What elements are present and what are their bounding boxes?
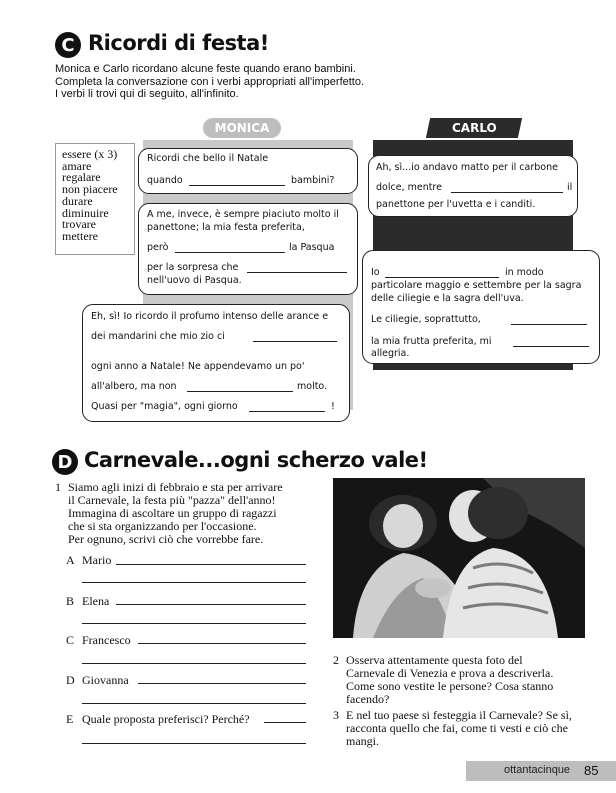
bubble-text: la Pasqua <box>289 242 335 253</box>
section-c-title: Ricordi di festa! <box>88 31 269 55</box>
bubble-text: dei mandarini che mio zio ci <box>91 331 225 342</box>
q1-line: Siamo agli inizi di febbraio e sta per arrivare <box>68 480 283 494</box>
verb-item: non piacere <box>62 182 118 197</box>
verb-item: trovare <box>62 217 96 232</box>
speech-bubble-carlo-2 <box>362 250 600 364</box>
verb-item: essere (x 3) <box>62 147 118 161</box>
bubble-text: all'albero, ma non <box>91 381 177 392</box>
bubble-text: Io <box>371 267 380 278</box>
answer-line-c-2[interactable] <box>82 663 306 664</box>
answer-line-d-1[interactable] <box>138 683 306 684</box>
monica-label: MONICA <box>203 118 281 138</box>
bubble-text: nell'uovo di Pasqua. <box>147 275 242 286</box>
bubble-text: delle ciliegie e la sagra dell'uva. <box>371 293 524 304</box>
answer-line-e-1[interactable] <box>264 722 306 723</box>
section-c-intro <box>55 63 435 101</box>
intro-line: Completa la conversazione con i verbi appropriati all'imperfetto. <box>55 75 365 88</box>
person-d-letter: D <box>66 673 75 687</box>
speech-bubble-monica-3 <box>82 304 350 422</box>
footer-page-number: 85 <box>584 763 599 778</box>
q2-line: Come sono vestite le persone? Cosa stanno <box>346 679 554 693</box>
speech-bubble-monica-2 <box>138 203 358 295</box>
section-c-letter: C <box>61 34 75 56</box>
person-e-letter: E <box>66 712 74 726</box>
carlo-label <box>426 118 522 138</box>
intro-line: I verbi li trovi qui di seguito, all'infinito. <box>55 88 239 100</box>
verb-item: amare <box>62 158 92 173</box>
q1-number: 1 <box>55 480 61 494</box>
bubble-text: panettone per l'uvetta e i canditi. <box>376 199 536 210</box>
answer-line-e-2[interactable] <box>82 743 306 744</box>
q1-line: il Carnevale, la festa più "pazza" dell'anno! <box>68 493 276 507</box>
carnival-photo <box>333 478 585 638</box>
footer-bar <box>466 761 616 781</box>
q3-text <box>346 709 606 748</box>
bubble-text: la mia frutta preferita, mi <box>371 336 492 347</box>
person-b-letter: B <box>66 594 75 608</box>
blank-line[interactable] <box>253 341 337 342</box>
blank-line[interactable] <box>385 277 499 278</box>
verb-box <box>55 143 135 255</box>
q1-text <box>68 481 328 546</box>
person-c-name: Francesco <box>82 633 131 647</box>
person-b-name: Elena <box>82 594 110 608</box>
q2-number: 2 <box>333 653 339 667</box>
bubble-text: per la sorpresa che <box>147 262 239 273</box>
person-a-letter: A <box>66 553 75 567</box>
blank-line[interactable] <box>187 391 293 392</box>
bubble-text: A me, invece, è sempre piaciuto molto il <box>147 209 339 220</box>
q3-line: racconta quello che fai, come ti vesti e ciò che <box>346 721 568 735</box>
q1-line: Immagina di ascoltare un gruppo di ragazzi <box>68 506 277 520</box>
q3-number: 3 <box>333 708 339 722</box>
bubble-text: Quasi per "magia", ogni giorno <box>91 401 238 412</box>
speech-bubble-carlo-1 <box>368 155 578 217</box>
carnival-photo-art <box>333 478 585 638</box>
blank-line[interactable] <box>451 192 563 193</box>
q3-line: mangi. <box>346 734 379 748</box>
bubble-text: Le ciliegie, soprattutto, <box>371 314 481 325</box>
blank-line[interactable] <box>247 272 347 273</box>
bubble-text: Eh, sì! Io ricordo il profumo intenso delle arance e <box>91 311 329 322</box>
verb-item: durare <box>62 193 93 208</box>
person-c-letter: C <box>66 633 75 647</box>
bubble-text: però <box>147 242 169 253</box>
verb-item: diminuire <box>62 205 109 220</box>
intro-line: Monica e Carlo ricordano alcune feste quando erano bambini. <box>55 63 356 75</box>
person-e-question: Quale proposta preferisci? Perché? <box>82 712 250 726</box>
section-d-letter: D <box>57 451 73 473</box>
q2-line: facendo? <box>346 692 390 706</box>
q1-line: che si sta organizzando per l'occasione. <box>68 519 257 533</box>
bubble-text: particolare maggio e settembre per la sagra <box>371 280 582 291</box>
section-c-badge <box>55 32 81 58</box>
bubble-text: in modo <box>505 267 544 278</box>
bubble-text: Ah, sì...io andavo matto per il carbone <box>376 162 558 173</box>
footer-page-word: ottantacinque <box>504 764 571 776</box>
bubble-text: allegria. <box>371 348 410 359</box>
bubble-text: dolce, mentre <box>376 182 442 193</box>
answer-line-b-2[interactable] <box>82 623 306 624</box>
blank-line[interactable] <box>175 252 285 253</box>
bubble-text: ogni anno a Natale! Ne appendevamo un po' <box>91 361 305 372</box>
section-d-title: Carnevale...ogni scherzo vale! <box>84 448 428 472</box>
q1-line: Per ognuno, scrivi ciò che vorrebbe fare. <box>68 532 264 546</box>
q2-line: Osserva attentamente questa foto del <box>346 653 523 667</box>
person-d-name: Giovanna <box>82 673 129 687</box>
blank-line[interactable] <box>511 324 587 325</box>
bubble-text: ! <box>331 401 335 412</box>
bubble-text: il <box>567 182 573 193</box>
blank-line[interactable] <box>513 346 589 347</box>
blank-line[interactable] <box>189 185 285 186</box>
answer-line-a-1[interactable] <box>116 564 306 565</box>
blank-line[interactable] <box>249 411 325 412</box>
q2-text <box>346 654 596 706</box>
q2-line: Carnevale di Venezia e prova a descriverla. <box>346 666 554 680</box>
bubble-text: quando <box>147 175 183 186</box>
verb-item: mettere <box>62 228 98 243</box>
section-d-badge <box>52 449 78 475</box>
q3-line: E nel tuo paese si festeggia il Carnevale? Se sì, <box>346 708 572 722</box>
bubble-text: bambini? <box>291 175 335 186</box>
answer-line-b-1[interactable] <box>116 604 306 605</box>
person-a-name: Mario <box>82 553 112 567</box>
bubble-text: molto. <box>297 381 328 392</box>
answer-line-d-2[interactable] <box>82 703 306 704</box>
verb-item: regalare <box>62 170 101 185</box>
carlo-label-text: CARLO <box>451 121 497 135</box>
bubble-text: panettone; la mia festa preferita, <box>147 222 305 233</box>
answer-line-a-2[interactable] <box>82 582 306 583</box>
answer-line-c-1[interactable] <box>138 643 306 644</box>
bubble-text: Ricordi che bello il Natale <box>147 153 269 164</box>
speech-bubble-monica-1 <box>138 148 358 194</box>
